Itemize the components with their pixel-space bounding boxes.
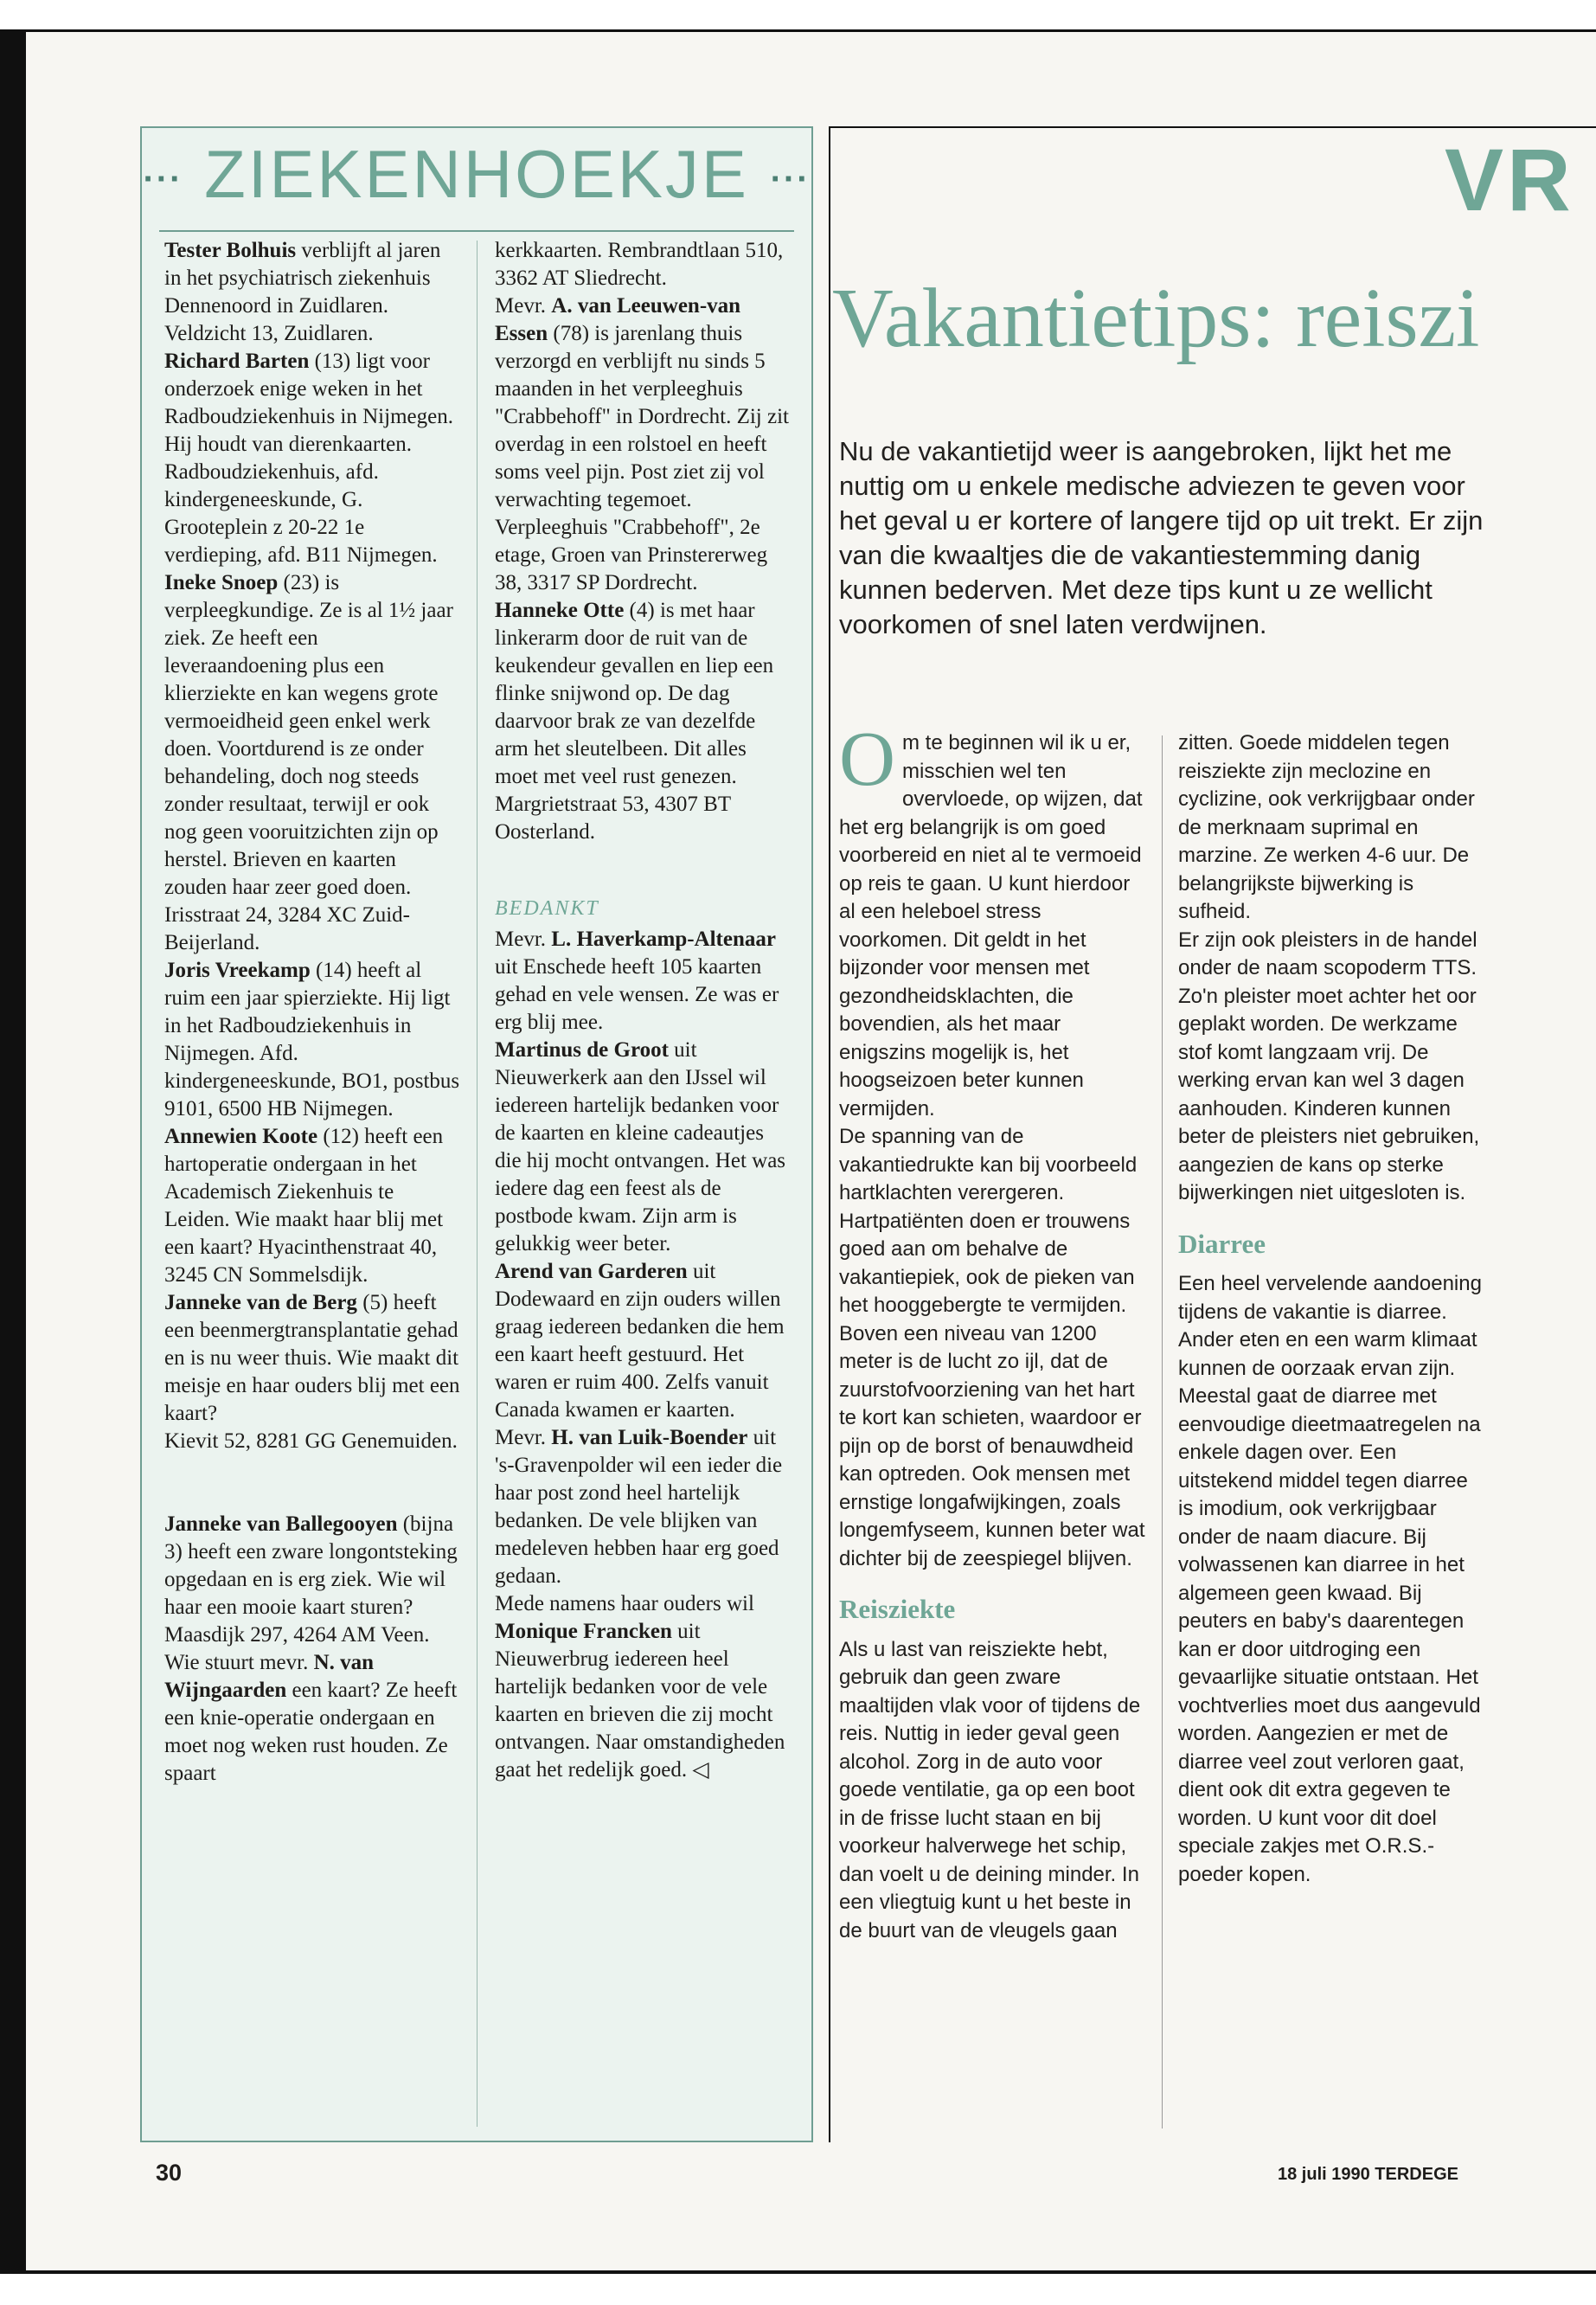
entry-text: uit Nieuwerkerk aan den IJssel wil iedereen hartelijk bedanken voor de kaarten en kleine cadeautjes die hij mocht ontvangen. Het was iedere dag een feest als de postbode kwam. Zijn arm is gelukkig weer beter. xyxy=(495,1038,786,1255)
paragraph: Een heel vervelende aandoening tijdens de vakantie is diarree. Ander eten en een warm klimaat kunnen de oorzaak ervan zijn. xyxy=(1178,1272,1482,1380)
thanks-list xyxy=(495,926,793,1784)
entry-name: L. Haverkamp-Altenaar xyxy=(551,928,776,951)
entry-prefix: Mevr. xyxy=(495,928,552,951)
notice-entry xyxy=(495,237,793,292)
entry-name: Tester Bolhuis xyxy=(164,239,297,262)
notice-entry xyxy=(495,1590,793,1784)
paragraph: zitten. Goede middelen tegen reisziekte zijn meclozine en cyclizine, ook verkrijgbaar onder de merknaam suprimal en marzine. Ze werken 4-6 uur. De belangrijkste bijwerking is sufheid. xyxy=(1178,731,1475,923)
patient-list-2 xyxy=(495,237,793,846)
patient-list-1 xyxy=(164,237,463,1455)
bedankt-heading: BEDANKT xyxy=(495,897,599,920)
entry-name: Annewien Koote xyxy=(164,1125,318,1148)
notice-entry xyxy=(164,1511,463,1649)
subhead-diarree: Diarree xyxy=(1178,1228,1266,1259)
entry-text: een kaart? Ze heeft een knie-operatie ondergaan en moet nog weken rust houden. Ze spaart xyxy=(164,1679,458,1785)
notice-entry xyxy=(164,957,463,1123)
heading-dots-right: ··· xyxy=(770,159,811,198)
entry-text: uit 's-Gravenpolder wil een ieder die haar post zond heel hartelijk bedanken. De vele blijken van medeleven hebben haar erg goed gedaan. xyxy=(495,1426,783,1588)
notice-entry xyxy=(495,292,793,597)
notice-entry xyxy=(164,348,463,569)
entry-name: Hanneke Otte xyxy=(495,599,625,622)
drop-cap: O xyxy=(839,716,895,802)
entry-text: (4) is met haar linkerarm door de ruit van de keukendeur gevallen en liep een flinke snijwond op. De dag daarvoor brak ze van dezelfde arm het sleutelbeen. Dit alles moet met veel rust genezen. Margrietstraat 53, 4307 BT Oosterland. xyxy=(495,599,774,844)
article-column-divider xyxy=(1162,735,1163,2128)
subhead-reisziekte: Reisziekte xyxy=(839,1594,956,1624)
intro-paragraph xyxy=(839,716,1149,1123)
article-column-1 xyxy=(839,716,1149,1945)
notice-entry xyxy=(495,1258,793,1424)
notice-entry xyxy=(164,1649,463,1788)
heading-dots-left: ··· xyxy=(143,159,183,198)
entry-prefix: Mevr. xyxy=(495,1426,552,1449)
notice-entry xyxy=(164,1123,463,1289)
notice-entry xyxy=(495,1424,793,1590)
heading-rule xyxy=(159,230,794,232)
entry-name: Monique Francken xyxy=(495,1620,672,1643)
column-divider xyxy=(477,241,478,2127)
entry-text: kerkkaarten. Rembrandtlaan 510, 3362 AT Sliedrecht. xyxy=(495,239,784,290)
entry-text: (14) heeft al ruim een jaar spierziekte. Hij ligt in het Radboudziekenhuis in Nijmegen. Afd. kindergeneeskunde, BO1, postbus 9101, 6500 HB Nijmegen. xyxy=(164,959,460,1120)
notice-entry xyxy=(164,569,463,957)
notice-entry xyxy=(164,1289,463,1428)
ziekenhoekje-heading xyxy=(142,135,811,214)
article-title: Vakantietips: reiszi xyxy=(832,272,1480,365)
heading-text: ZIEKENHOEKJE xyxy=(204,136,749,212)
entry-name: H. van Luik-Boender xyxy=(551,1426,748,1449)
entry-text: (5) heeft een beenmergtransplantatie gehad en is nu weer thuis. Wie maakt dit meisje en haar ouders blij met een kaart? xyxy=(164,1291,460,1425)
ziekenhoekje-column-2 xyxy=(495,237,793,1784)
entry-text: (13) ligt voor onderzoek enige weken in het Radboudziekenhuis in Nijmegen. Hij houdt van dierenkaarten. Radboudziekenhuis, afd. kindergeneeskunde, G. Grooteplein z 20-22 1e verdieping, afd. B11 Nijmegen. xyxy=(164,350,453,567)
entry-name: Janneke van de Berg xyxy=(164,1291,357,1314)
notice-entry xyxy=(495,597,793,846)
entry-text: verblijft al jaren in het psychiatrisch ziekenhuis Dennenoord in Zuidlaren. Veldzicht 13, Zuidlaren. xyxy=(164,239,441,345)
article-column-2 xyxy=(1178,729,1488,1889)
entry-name: Joris Vreekamp xyxy=(164,959,311,982)
notice-entry xyxy=(164,1428,463,1455)
entry-name: Ineke Snoep xyxy=(164,571,279,594)
notice-entry xyxy=(495,926,793,1037)
scan-top-edge xyxy=(0,0,1596,32)
entry-text: uit Enschede heeft 105 kaarten gehad en vele wensen. Ze was er erg blij mee. xyxy=(495,955,779,1034)
entry-name: Richard Barten xyxy=(164,350,310,373)
entry-name: Martinus de Groot xyxy=(495,1038,669,1062)
paragraph: Er zijn ook pleisters in de handel onder de naam scopoderm TTS. Zo'n pleister moet achter het oor geplakt worden. De werkzame stof komt langzaam vrij. De werking ervan kan wel 3 dagen aanhouden. Kinderen kunnen beter de pleisters niet gebruiken, aangezien de kans op sterke bijwerkingen niet uitgesloten is. xyxy=(1178,928,1480,1204)
issue-footer: 18 juli 1990 TERDEGE xyxy=(1278,2165,1458,2184)
paragraph: Als u last van reisziekte hebt, gebruik dan geen zware maaltijden vlak voor of tijdens de reis. Nuttig in ieder geval geen alcohol. Zorg in de auto voor goede ventilatie, ga op een boot in de frisse lucht staan en bij voorkeur halverwege het schip, dan voelt u de deining minder. In een vliegtuig kunt u het beste in de buurt van de vleugels gaan xyxy=(839,1637,1141,1942)
paragraph: Meestal gaat de diarree met eenvoudige dieetmaatregelen na enkele dagen over. Een uitstekend middel tegen diarree is imodium, ook verkrijgbaar onder de naam diacure. Bij volwassenen kan diarree in het algemeen geen kwaad. Bij peuters en baby's daarentegen kan er door uitdroging een gevaarlijke situatie ontstaan. Het vochtverlies moet dus aangevuld worden. Aangezien er met de diarree veel zout verloren gaat, dient ook dit extra gegeven te worden. U kunt voor dit doel speciale zakjes met O.R.S.-poeder kopen. xyxy=(1178,1384,1481,1886)
notice-entry xyxy=(164,237,463,348)
entry-name: A. van Leeuwen-van Essen xyxy=(495,294,741,345)
scan-left-edge xyxy=(0,29,26,2270)
article-lead: Nu de vakantietijd weer is aangebroken, lijkt het me nuttig om u enkele medische adviezen te geven voor het geval u er kortere of langere tijd op uit trekt. Er zijn van die kwaaltjes die de vakantiestemming danig kunnen bederven. Met deze tips kunt u ze wellicht voorkomen of snel laten verdwijnen. xyxy=(839,436,1484,639)
intro-text: m te beginnen wil ik u er, misschien wel ten overvloede, op wijzen, dat het erg belangrijk is om goed voorbereid en niet al te vermoeid op reis te gaan. U kunt hierdoor al een heleboel stress voorkomen. Dit geldt in het bijzonder voor mensen met gezondheidsklachten, die bovendien, als het maar enigszins mogelijk is, het hoogseizoen beter kunnen vermijden. xyxy=(839,731,1143,1120)
entry-text: Kievit 52, 8281 GG Genemuiden. xyxy=(164,1429,458,1453)
paragraph: De spanning van de vakantiedrukte kan bij voorbeeld hartklachten verergeren. Hartpatiënten doen er trouwens goed aan om behalve de vakantiepiek, ook de pieken van het hooggebergte te vermijden. Boven een niveau van 1200 meter is de lucht zo ijl, dat de zuurstofvoorziening van het hart te kort kan schieten, waardoor er pijn op de borst of benauwdheid kan optreden. Ook mensen met ernstige longafwijkingen, zoals longemfyseem, kunnen beter wat dichter bij de zeespiegel blijven. xyxy=(839,1125,1145,1570)
ziekenhoekje-box xyxy=(140,126,813,2142)
ziekenhoekje-column-1 xyxy=(164,237,463,1788)
entry-text: (78) is jarenlang thuis verzorgd en verblijft nu sinds 5 maanden in het verpleeghuis "Crabbehoff" in Dordrecht. Zij zit overdag in een rolstoel en heeft soms veel pijn. Post ziet zij vol verwachting tegemoet. Verpleeghuis "Crabbehoff", 2e etage, Groen van Prinstererweg 38, 3317 SP Dordrecht. xyxy=(495,322,789,594)
entry-text: uit Dodewaard en zijn ouders willen graag iedereen bedanken die hem een kaart heeft gestuurd. Het waren er ruim 400. Zelfs vanuit Canada kwamen er kaarten. xyxy=(495,1260,785,1422)
series-label: VR xyxy=(1445,131,1574,229)
scan-bottom-edge xyxy=(0,2270,1596,2305)
entry-text: (12) heeft een hartoperatie ondergaan in het Academisch Ziekenhuis te Leiden. Wie maakt haar blij met een kaart? Hyacinthenstraat 40, 3245 CN Sommelsdijk. xyxy=(164,1125,444,1287)
entry-name: N. van Wijngaarden xyxy=(164,1651,375,1702)
entry-prefix: Mede namens haar ouders wil xyxy=(495,1592,754,1615)
entry-text: (bijna 3) heeft een zware longontsteking opgedaan en is erg ziek. Wie wil haar een mooie kaart sturen? Maasdijk 297, 4264 AM Veen. xyxy=(164,1512,458,1647)
entry-text: (23) is verpleegkundige. Ze is al 1½ jaar ziek. Ze heeft een leveraandoening plus een klierziekte en kan wegens grote vermoeidheid geen enkel werk doen. Voortdurend is ze onder behandeling, doch nog steeds zonder resultaat, terwijl er ook nog geen vooruitzichten zijn op herstel. Brieven en kaarten zouden haar zeer goed doen. Irisstraat 24, 3284 XC Zuid-Beijerland. xyxy=(164,571,453,954)
entry-prefix: Wie stuurt mevr. xyxy=(164,1651,314,1674)
page-number: 30 xyxy=(156,2160,183,2186)
entry-name: Arend van Garderen xyxy=(495,1260,688,1283)
entry-name: Janneke van Ballegooyen xyxy=(164,1512,398,1536)
entry-prefix: Mevr. xyxy=(495,294,552,318)
patient-list-1b xyxy=(164,1511,463,1788)
notice-entry xyxy=(495,1037,793,1258)
entry-text: uit Nieuwerbrug iedereen heel hartelijk bedanken voor de vele kaarten en brieven die zij mocht ontvangen. Naar omstandigheden gaat het redelijk goed. ◁ xyxy=(495,1620,785,1782)
